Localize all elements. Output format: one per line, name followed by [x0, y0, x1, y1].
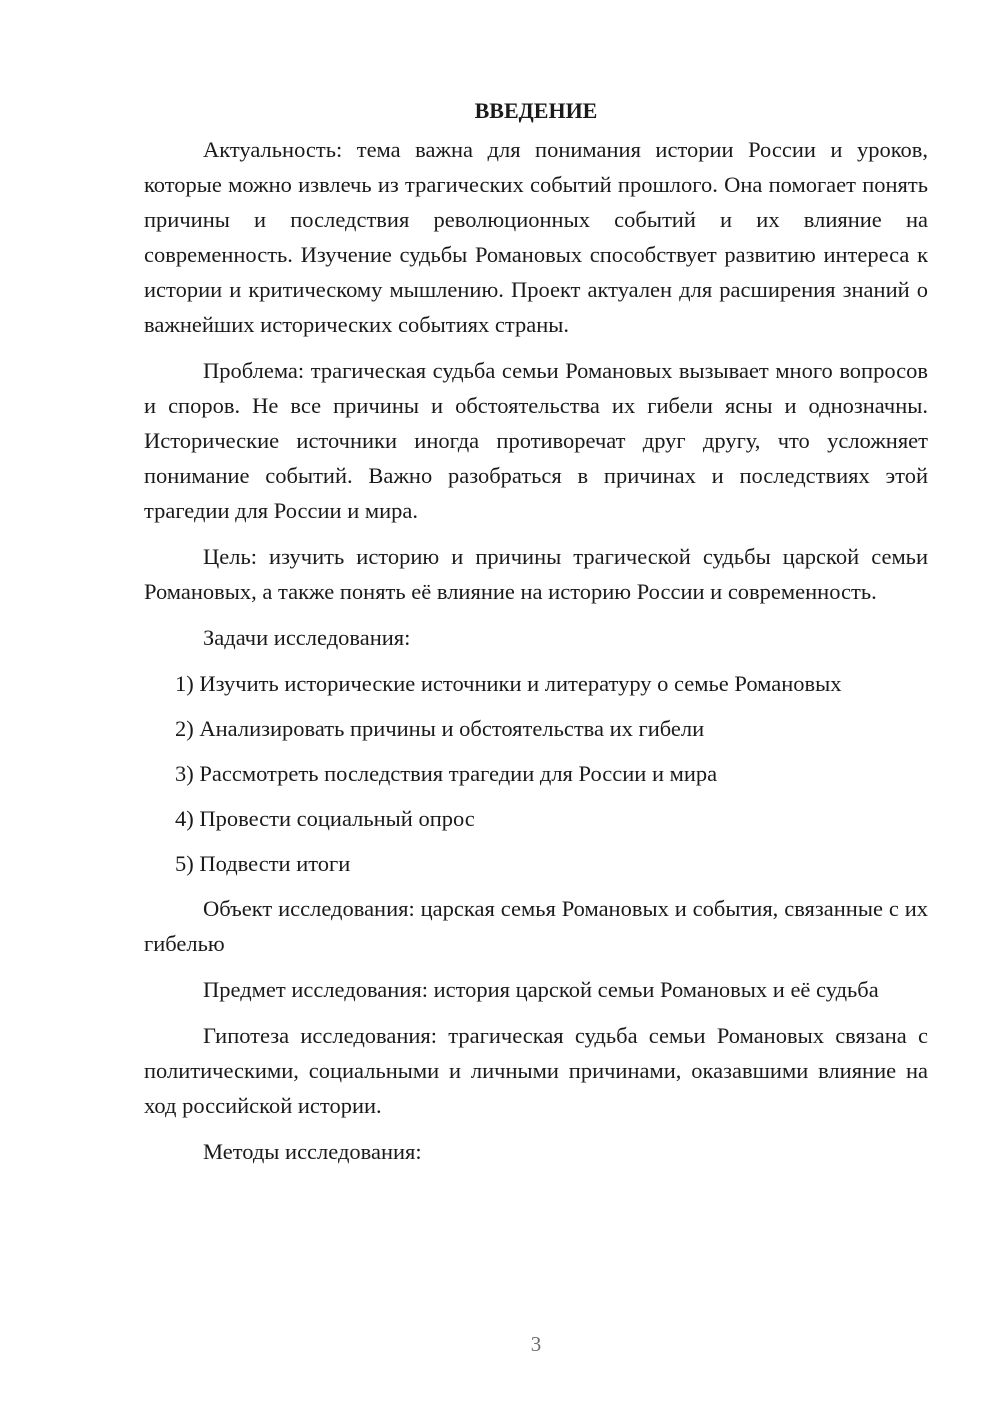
- actuality-paragraph: Актуальность: тема важна для понимания истории России и уроков, которые можно извлечь из трагических событий прошлого. Она помогает понять причины и последствия революционных событий и их влияние на современность. Изучение судьбы Романовых способствует развитию интереса к истории и критическому мышлению. Проект актуален для расширения знаний о важнейших исторических событиях страны.: [144, 137, 928, 337]
- goal-paragraph: Цель: изучить историю и причины трагической судьбы царской семьи Романовых, а также понять её влияние на историю России и современность.: [144, 544, 928, 604]
- task-item-2: 2) Анализировать причины и обстоятельства их гибели: [175, 716, 705, 741]
- task-item-4: 4) Провести социальный опрос: [175, 806, 475, 831]
- problem-paragraph: Проблема: трагическая судьба семьи Романовых вызывает много вопросов и споров. Не все причины и обстоятельства их гибели ясны и однозначны. Исторические источники иногда противоречат друг другу, что усложняет понимание событий. Важно разобраться в причинах и последствиях этой трагедии для России и мира.: [144, 358, 928, 523]
- task-item-5: 5) Подвести итоги: [175, 851, 351, 876]
- section-title: ВВЕДЕНИЕ: [474, 98, 598, 123]
- tasks-list: [144, 666, 928, 881]
- task-item-1: 1) Изучить исторические источники и литературу о семье Романовых: [175, 671, 842, 696]
- object-paragraph: Объект исследования: царская семья Романовых и события, связанные с их гибелью: [144, 896, 928, 956]
- document-page: [144, 92, 928, 1180]
- subject-paragraph: Предмет исследования: история царской семьи Романовых и её судьба: [203, 977, 879, 1002]
- task-item-3: 3) Рассмотреть последствия трагедии для России и мира: [175, 761, 718, 786]
- page-number: 3: [530, 1332, 542, 1356]
- tasks-heading: Задачи исследования:: [203, 625, 411, 650]
- hypothesis-paragraph: Гипотеза исследования: трагическая судьба семьи Романовых связана с политическими, социальными и личными причинами, оказавшими влияние на ход российской истории.: [144, 1023, 928, 1118]
- methods-heading: Методы исследования:: [203, 1139, 422, 1164]
